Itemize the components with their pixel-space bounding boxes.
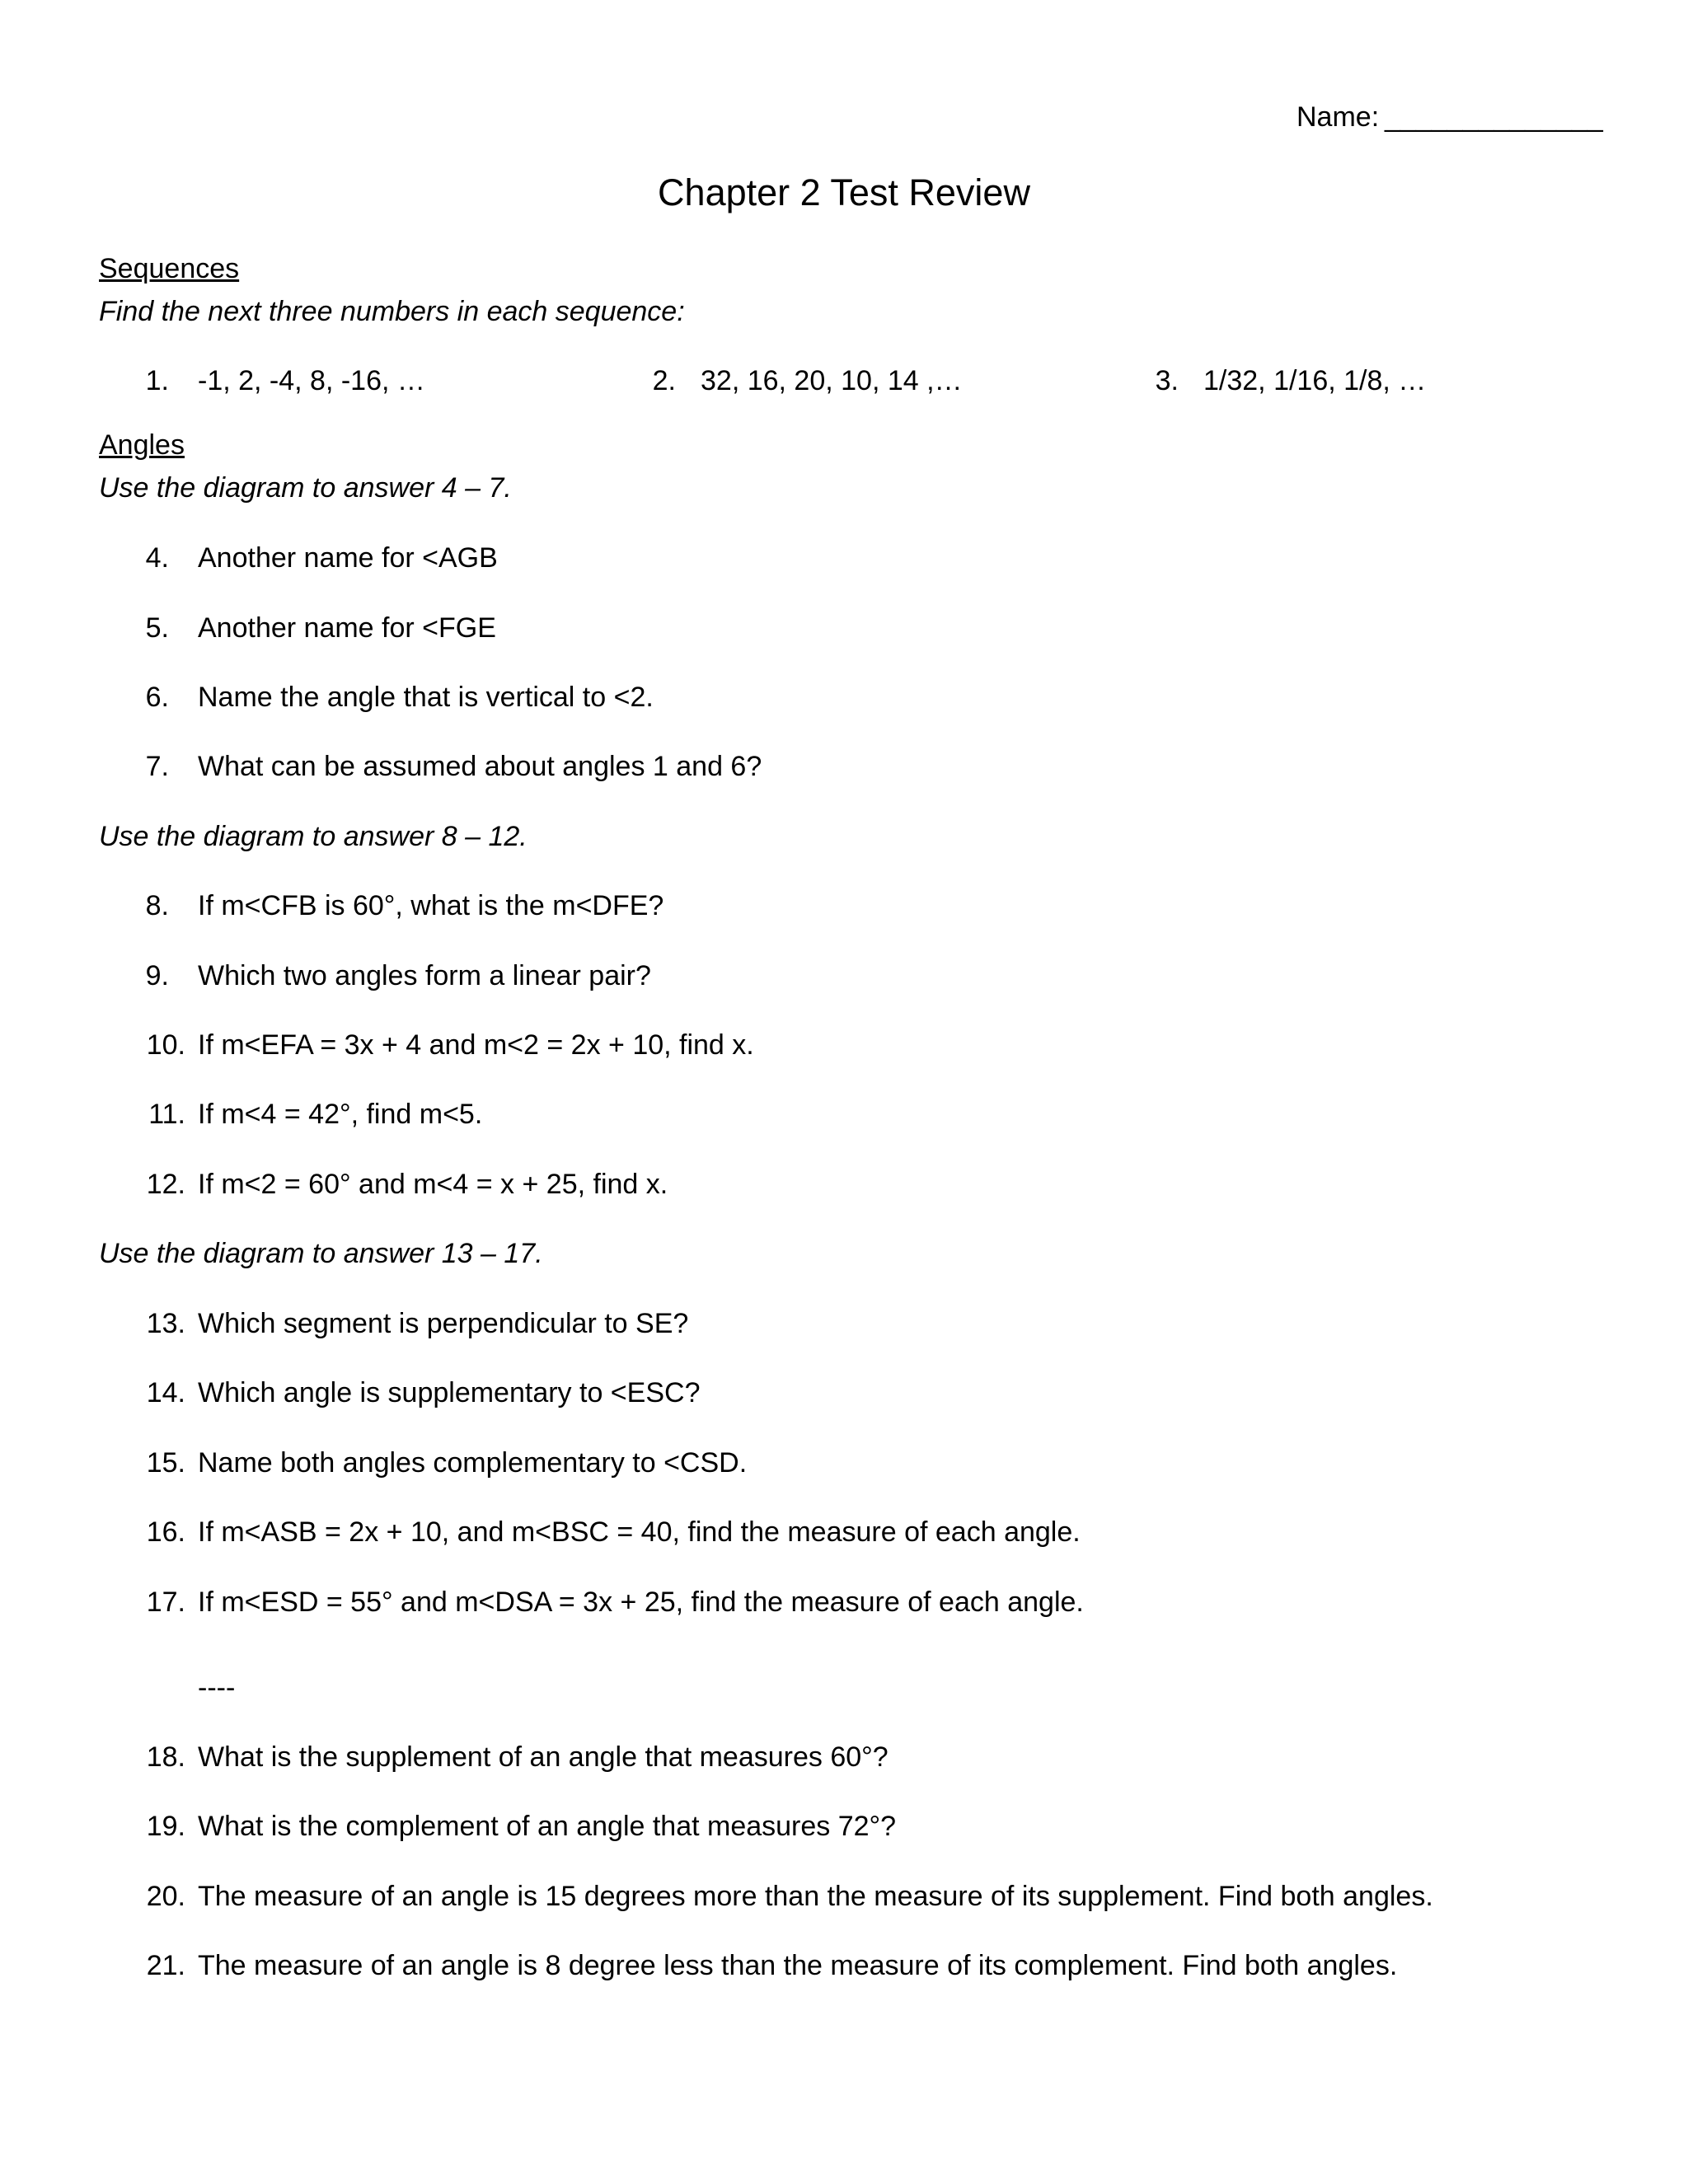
question-4-number: 4. [145,542,169,574]
seq-item-1-text: -1, 2, -4, 8, -16, … [198,365,425,396]
question-13-text: Which segment is perpendicular to SE? [198,1308,689,1339]
question-16-text: If m<ASB = 2x + 10, and m<BSC = 40, find the measure of each angle. [198,1516,1081,1548]
question-12-text: If m<2 = 60° and m<4 = x + 25, find x. [198,1169,668,1200]
seq-item-2-number: 2. [652,365,676,396]
question-12-number: 12. [146,1169,185,1200]
question-18-text: What is the supplement of an angle that measures 60°? [198,1741,889,1773]
question-15-number: 15. [146,1447,185,1479]
question-11-text: If m<4 = 42°, find m<5. [198,1099,483,1130]
question-11-number: 11. [148,1099,185,1130]
question-5-text: Another name for <FGE [198,612,496,644]
name-blank[interactable]: ______________ [1385,101,1603,133]
page-title: Chapter 2 Test Review [658,171,1030,213]
question-20-number: 20. [146,1881,185,1912]
question-10-number: 10. [146,1029,185,1061]
question-10-text: If m<EFA = 3x + 4 and m<2 = 2x + 10, find x. [198,1029,754,1061]
question-18-number: 18. [146,1741,185,1773]
question-5-number: 5. [145,612,169,644]
question-7-number: 7. [145,751,169,782]
question-15-text: Name both angles complementary to <CSD. [198,1447,748,1479]
separator: ---- [198,1672,236,1704]
question-9-number: 9. [145,960,169,991]
question-6-text: Name the angle that is vertical to <2. [198,682,654,713]
sequences-heading: Sequences [99,253,240,284]
sequences-instruction: Find the next three numbers in each sequence: [99,296,685,327]
seq-item-1-number: 1. [145,365,169,396]
question-7-text: What can be assumed about angles 1 and 6? [198,751,762,782]
seq-item-3-text: 1/32, 1/16, 1/8, … [1203,365,1427,396]
seq-item-2-text: 32, 16, 20, 10, 14 ,… [701,365,963,396]
angles-instruction-8-12: Use the diagram to answer 8 – 12. [99,821,528,852]
question-13-number: 13. [146,1308,185,1339]
question-21-text: The measure of an angle is 8 degree less than the measure of its complement. Find both angles. [198,1950,1398,1981]
question-19-text: What is the complement of an angle that measures 72°? [198,1811,897,1842]
question-8-text: If m<CFB is 60°, what is the m<DFE? [198,890,664,921]
question-19-number: 19. [146,1811,185,1842]
angles-heading: Angles [99,429,185,461]
angles-instruction-4-7: Use the diagram to answer 4 – 7. [99,472,512,504]
question-17-text: If m<ESD = 55° and m<DSA = 3x + 25, find the measure of each angle. [198,1586,1084,1618]
question-20-text: The measure of an angle is 15 degrees more than the measure of its supplement. Find both angles. [198,1881,1433,1912]
question-16-number: 16. [146,1516,185,1548]
name-label: Name: [1296,101,1380,133]
question-17-number: 17. [146,1586,185,1618]
question-14-text: Which angle is supplementary to <ESC? [198,1377,701,1408]
angles-instruction-13-17: Use the diagram to answer 13 – 17. [99,1238,543,1269]
question-21-number: 21. [146,1950,185,1981]
question-6-number: 6. [145,682,169,713]
seq-item-3-number: 3. [1155,365,1179,396]
question-14-number: 14. [146,1377,185,1408]
question-9-text: Which two angles form a linear pair? [198,960,651,991]
question-8-number: 8. [145,890,169,921]
question-4-text: Another name for <AGB [198,542,498,574]
